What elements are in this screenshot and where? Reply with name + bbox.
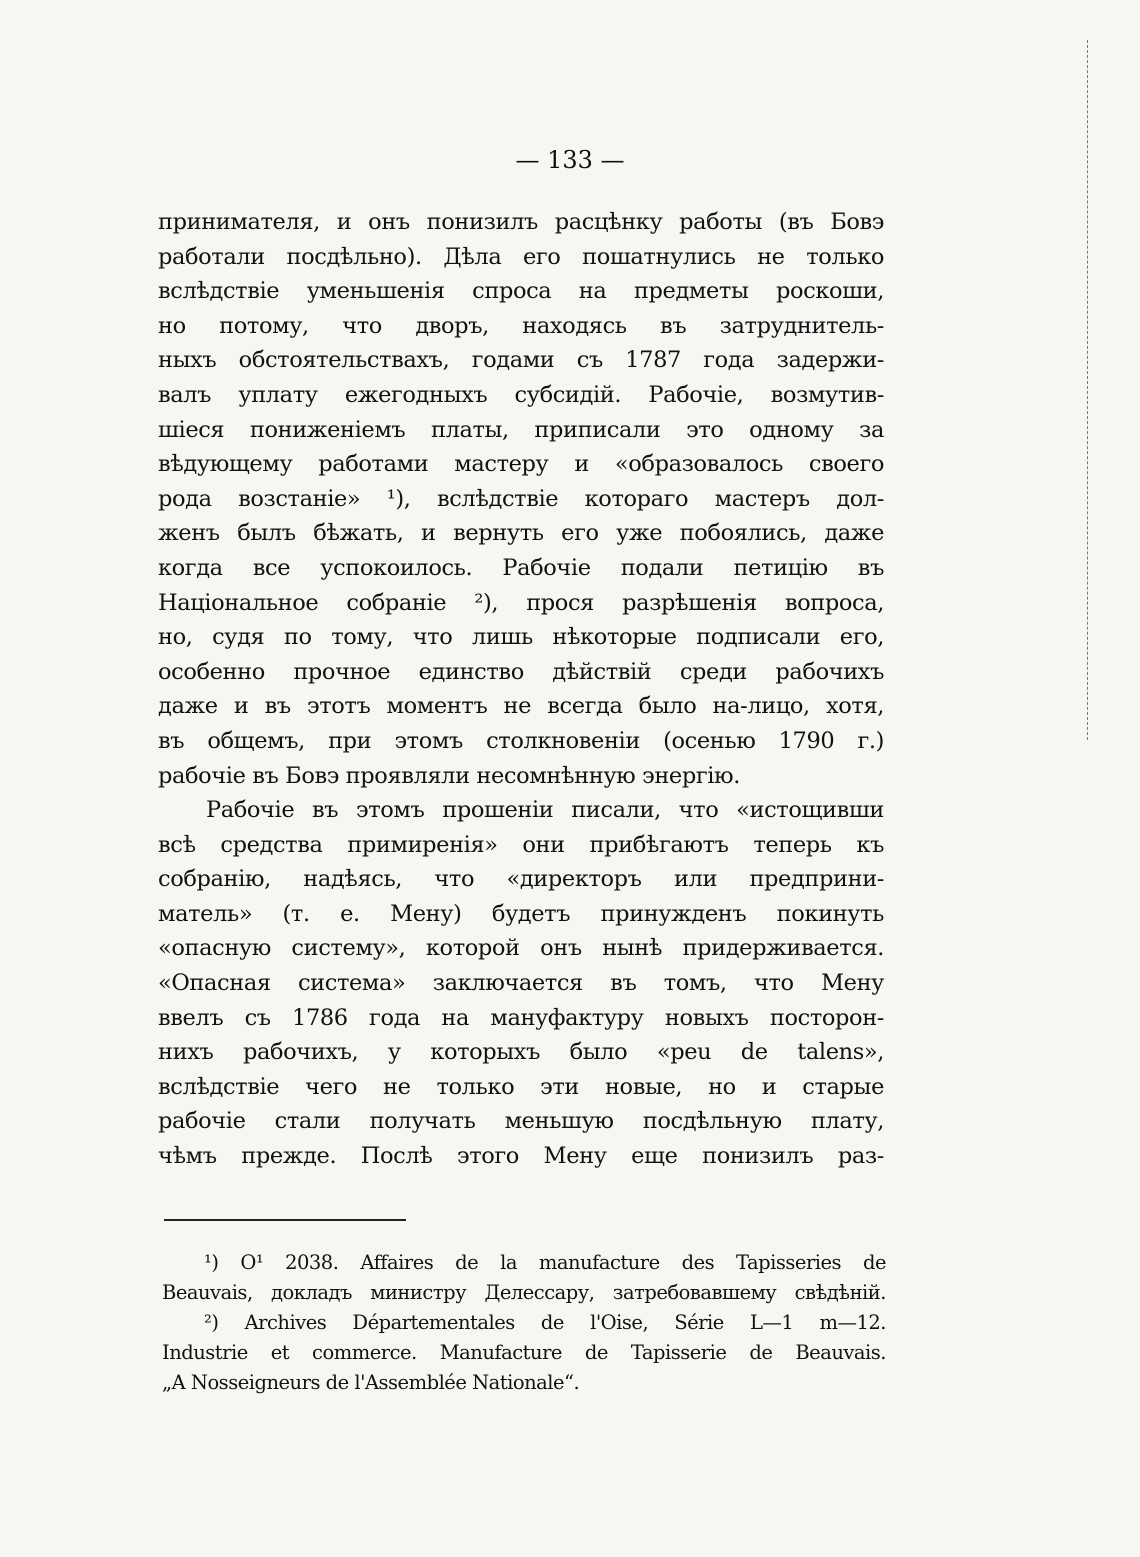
text-line: Національное собраніе ²), прося разрѣшенія вопроса, [158,589,884,616]
text-line: матель» (т. е. Мену) будетъ принужденъ покинуть [158,900,884,927]
text-line: нихъ рабочихъ, у которыхъ было «peu de talens», [158,1039,884,1066]
text-line: женъ былъ бѣжать, и вернуть его уже побоялись, даже [158,520,884,547]
footnote-line: Beauvais, докладъ министру Делессару, затребовавшему свѣдѣній. [162,1281,886,1304]
text-line: шіеся пониженіемъ платы, приписали это одному за [158,416,884,443]
text-line: чѣмъ прежде. Послѣ этого Мену еще понизилъ раз- [158,1143,884,1170]
text-line: Рабочіе въ этомъ прошеніи писали, что «истощивши [206,797,884,824]
page-edge-mark [1086,40,1088,740]
text-line: «Опасная система» заключается въ томъ, что Мену [158,970,884,997]
page-number: — 133 — [515,146,625,174]
text-line: рабочіе стали получать меньшую посдѣльную плату, [158,1108,884,1135]
text-line: даже и въ этотъ моментъ не всегда было на-лицо, хотя, [158,693,884,720]
text-line: принимателя, и онъ понизилъ расцѣнку работы (въ Бовэ [158,209,884,235]
text-line: когда все успокоилось. Рабочіе подали петицію въ [158,554,884,581]
text-line: вѣдующему работами мастеру и «образовалось своего [158,451,884,478]
text-line: рабочіе въ Бовэ проявляли несомнѣнную энергію. [158,762,740,789]
footnote-divider [164,1219,406,1221]
main-text [158,205,884,1174]
footnote-line: ¹) О¹ 2038. Affaires de la manufacture des Tapisseries de [204,1251,886,1274]
text-line: работали посдѣльно). Дѣла его пошатнулись не только [158,243,884,270]
text-line: вслѣдствіе чего не только эти новые, но и старые [158,1073,884,1100]
text-line: «опасную систему», которой онъ нынѣ придерживается. [158,935,884,962]
text-line: вслѣдствіе уменьшенія спроса на предметы роскоши, [158,278,884,305]
text-line: рода возстаніе» ¹), вслѣдствіе котораго мастеръ дол- [158,485,884,512]
text-line: ныхъ обстоятельствахъ, годами съ 1787 года задержи- [158,347,884,374]
footnotes [162,1248,886,1398]
text-line: въ общемъ, при этомъ столкновеніи (осенью 1790 г.) [158,727,884,754]
text-line: всѣ средства примиренія» они прибѣгаютъ теперь къ [158,831,884,858]
text-line: валъ уплату ежегодныхъ субсидій. Рабочіе, возмутив- [158,381,884,408]
footnote-line: ²) Archives Départementales de l'Oise, Série L—1 m—12. [204,1311,886,1334]
footnote-line: Industrie et commerce. Manufacture de Tapisserie de Beauvais. [162,1341,886,1364]
text-line: собранію, надѣясь, что «директоръ или предприни- [158,866,884,893]
text-line: но потому, что дворъ, находясь въ затруднитель- [158,312,884,339]
text-line: ввелъ съ 1786 года на мануфактуру новыхъ посторон- [158,1004,884,1031]
text-line: но, судя по тому, что лишь нѣкоторые подписали его, [158,624,884,651]
footnote-line: „A Nosseigneurs de l'Assemblée Nationale“. [162,1371,580,1394]
text-line: особенно прочное единство дѣйствій среди рабочихъ [158,658,884,685]
